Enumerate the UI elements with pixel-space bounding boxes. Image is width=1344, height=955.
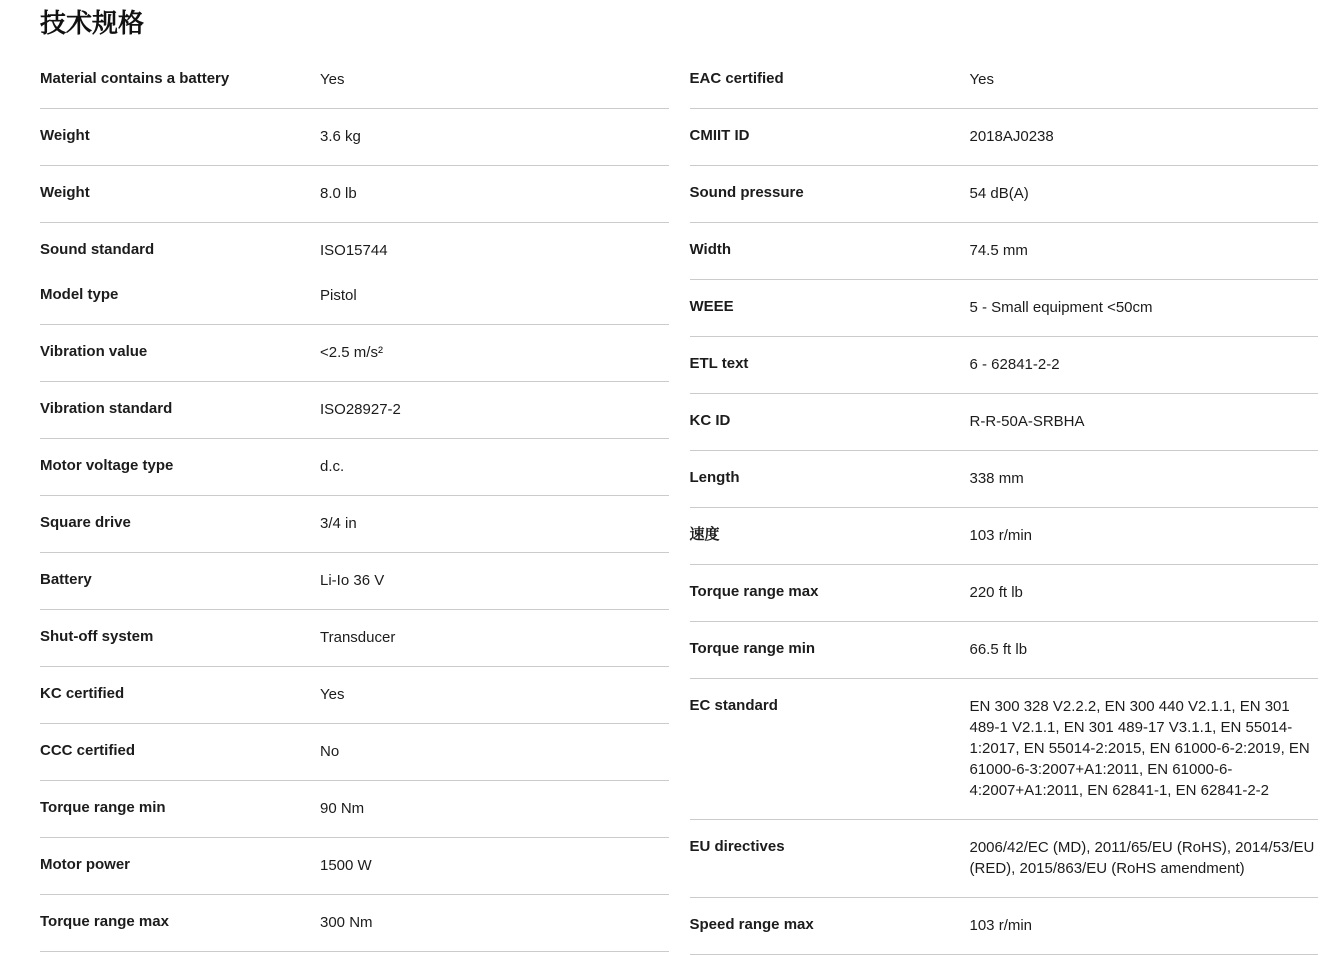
spec-value: EN 300 328 V2.2.2, EN 300 440 V2.1.1, EN 301 489-1 V2.1.1, EN 301 489-17 V3.1.1, EN 55014-1:2017, EN 55014-2:2015, EN 61000-6-2:2019, EN 61000-6-3:2007+A1:2011, EN 61000-6-4:2007+A1:2011, EN 62841-1, EN 62841-2-2 <box>969 698 1310 800</box>
spec-cell <box>40 52 669 109</box>
spec-row <box>690 468 1319 489</box>
spec-value: 3/4 in <box>320 515 357 533</box>
spec-value: 103 r/min <box>969 527 1033 545</box>
spec-row <box>40 285 669 306</box>
spec-label: Material contains a battery <box>40 70 230 88</box>
spec-cell <box>40 724 669 781</box>
spec-value: R-R-50A-SRBHA <box>969 413 1085 431</box>
spec-cell <box>40 325 669 382</box>
spec-value: Yes <box>969 71 994 89</box>
spec-cell <box>690 52 1319 109</box>
spec-cell <box>690 622 1319 679</box>
spec-value: 103 r/min <box>969 917 1033 935</box>
spec-cell <box>40 109 669 166</box>
spec-value: 2006/42/EC (MD), 2011/65/EU (RoHS), 2014/53/EU (RED), 2015/863/EU (RoHS amendment) <box>969 839 1315 878</box>
spec-row <box>40 456 669 477</box>
spec-value: 54 dB(A) <box>969 185 1029 203</box>
spec-row <box>690 915 1319 936</box>
spec-label: Length <box>689 469 740 487</box>
spec-cell <box>40 223 669 325</box>
spec-value: Transducer <box>320 629 396 647</box>
spec-label: Motor power <box>40 856 130 874</box>
spec-label: 速度 <box>689 526 720 544</box>
spec-cell <box>690 109 1319 166</box>
spec-value: Li-Io 36 V <box>320 572 385 590</box>
spec-row <box>690 639 1319 660</box>
spec-row <box>690 126 1319 147</box>
spec-row <box>40 183 669 204</box>
spec-row <box>40 912 669 933</box>
spec-cell <box>690 820 1319 898</box>
spec-value: 90 Nm <box>320 800 365 818</box>
spec-cell <box>690 166 1319 223</box>
spec-row <box>690 183 1319 204</box>
spec-row <box>690 696 1319 801</box>
spec-value: <2.5 m/s² <box>320 344 383 362</box>
spec-cell <box>40 667 669 724</box>
spec-cell <box>40 166 669 223</box>
spec-value: Yes <box>320 71 345 89</box>
spec-value: 338 mm <box>969 470 1024 488</box>
spec-cell <box>690 898 1319 955</box>
spec-label: Model type <box>40 286 119 304</box>
spec-label: Sound standard <box>40 241 155 259</box>
spec-row <box>690 411 1319 432</box>
spec-value: 6 - 62841-2-2 <box>969 356 1060 374</box>
spec-value: 1500 W <box>320 857 372 875</box>
spec-value: d.c. <box>320 458 345 476</box>
spec-label: CCC certified <box>40 742 136 760</box>
spec-cell <box>690 679 1319 820</box>
spec-value: Yes <box>320 686 345 704</box>
spec-row <box>40 240 669 261</box>
spec-label: Vibration standard <box>40 400 173 418</box>
spec-label: Weight <box>40 127 90 145</box>
spec-label: Torque range min <box>40 799 166 817</box>
spec-row <box>690 69 1319 90</box>
spec-row <box>40 126 669 147</box>
spec-cell <box>690 223 1319 280</box>
spec-cell <box>40 553 669 610</box>
spec-value: 66.5 ft lb <box>969 641 1028 659</box>
spec-cell <box>40 382 669 439</box>
spec-cell <box>690 337 1319 394</box>
spec-value: 74.5 mm <box>969 242 1028 260</box>
spec-cell <box>40 496 669 553</box>
spec-row <box>40 342 669 363</box>
spec-row <box>40 855 669 876</box>
spec-column-right <box>690 52 1319 955</box>
spec-cell <box>690 565 1319 622</box>
spec-value: 220 ft lb <box>969 584 1023 602</box>
spec-label: ETL text <box>689 355 749 373</box>
spec-label: Sound pressure <box>689 184 804 202</box>
spec-cell <box>690 508 1319 565</box>
spec-row <box>40 684 669 705</box>
spec-cell <box>690 394 1319 451</box>
spec-value: 5 - Small equipment <50cm <box>969 299 1153 317</box>
spec-table <box>40 52 1318 955</box>
spec-value: 8.0 lb <box>320 185 357 203</box>
page-title: 技术规格 <box>40 8 145 38</box>
spec-label: Vibration value <box>40 343 148 361</box>
spec-label: Torque range max <box>689 583 819 601</box>
spec-value: Pistol <box>320 287 357 305</box>
spec-label: CMIIT ID <box>689 127 750 145</box>
spec-label: Square drive <box>40 514 131 532</box>
spec-row <box>690 582 1319 603</box>
spec-value: 2018AJ0238 <box>969 128 1054 146</box>
spec-label: Motor voltage type <box>40 457 174 475</box>
spec-cell <box>40 781 669 838</box>
spec-label: Shut-off system <box>40 628 154 646</box>
spec-value: ISO28927-2 <box>320 401 401 419</box>
spec-row <box>40 741 669 762</box>
spec-label: Battery <box>40 571 92 589</box>
spec-row <box>690 837 1319 879</box>
spec-label: EU directives <box>689 838 785 856</box>
spec-cell <box>690 451 1319 508</box>
spec-cell <box>40 439 669 496</box>
spec-cell <box>40 838 669 895</box>
spec-label: EC standard <box>689 697 778 715</box>
spec-cell <box>40 610 669 667</box>
spec-row <box>690 525 1319 546</box>
spec-row <box>690 297 1319 318</box>
spec-row <box>40 627 669 648</box>
spec-cell <box>40 895 669 952</box>
spec-label: KC ID <box>689 412 731 430</box>
spec-value: 3.6 kg <box>320 128 361 146</box>
spec-column-left <box>40 52 669 952</box>
spec-row <box>40 513 669 534</box>
spec-label: Speed range max <box>689 916 814 934</box>
spec-value: 300 Nm <box>320 914 373 932</box>
spec-label: Width <box>689 241 732 259</box>
spec-row <box>40 570 669 591</box>
spec-row <box>690 240 1319 261</box>
spec-row <box>40 69 669 90</box>
spec-row <box>40 798 669 819</box>
spec-cell <box>690 280 1319 337</box>
spec-label: WEEE <box>689 298 734 316</box>
spec-row <box>40 399 669 420</box>
spec-label: Torque range min <box>689 640 816 658</box>
spec-label: EAC certified <box>689 70 784 88</box>
spec-label: Torque range max <box>40 913 169 931</box>
spec-label: Weight <box>40 184 90 202</box>
spec-row <box>690 354 1319 375</box>
spec-value: No <box>320 743 340 761</box>
spec-value: ISO15744 <box>320 242 388 260</box>
spec-label: KC certified <box>40 685 125 703</box>
